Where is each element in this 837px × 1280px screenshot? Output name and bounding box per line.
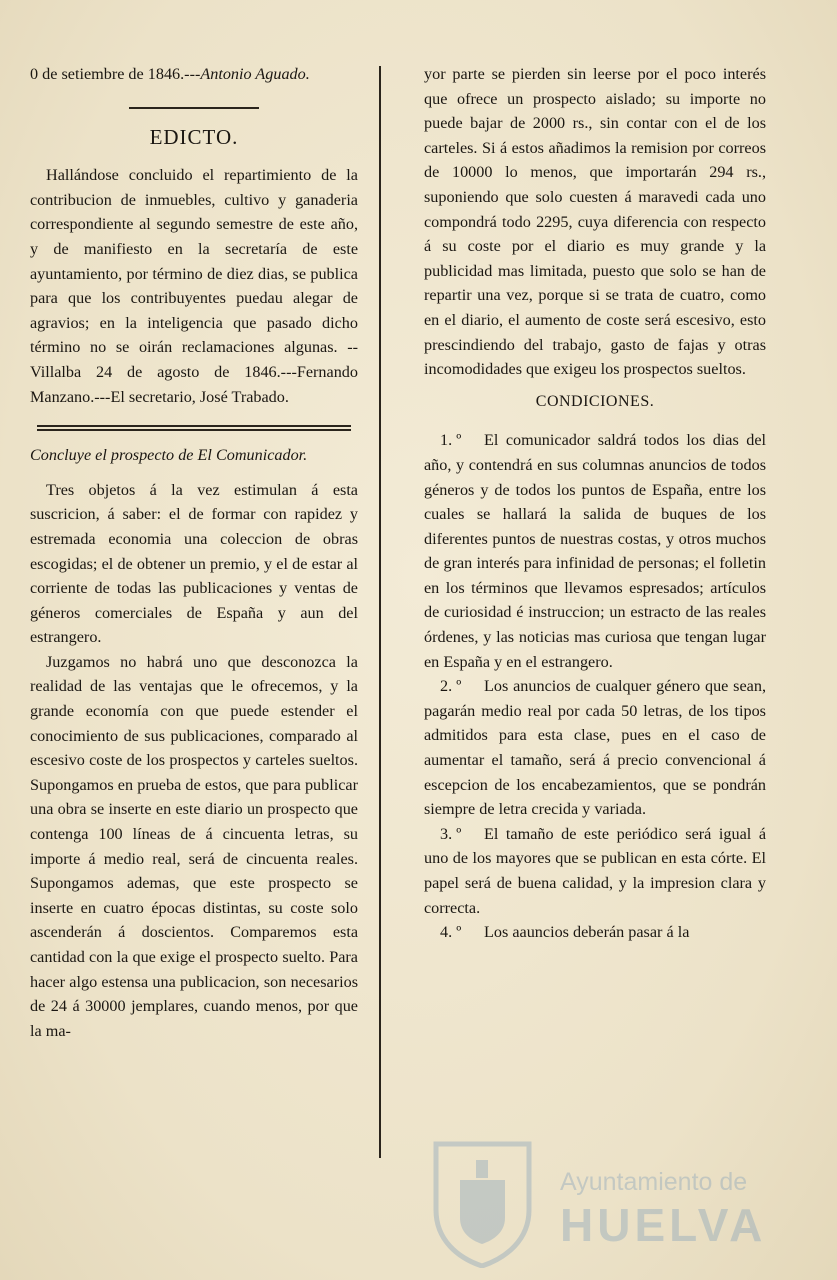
watermark-line-1: Ayuntamiento de bbox=[560, 1168, 748, 1196]
edict-body: Hallándose concluido el repartimiento de la contribucion de inmuebles, cultivo y ganaderia correspondiente al segundo semestre de este año, y de manifiesto en la secretaría de este ayuntamiento, por término de diez dias, se publica para que los contribuyentes puedau alegar de agravios; en la inteligencia que pasado dicho término no se oirán reclamaciones algunas. --Villalba 24 de agosto de 1846.---Fernando Manzano.---El secretario, José Trabado. bbox=[30, 166, 358, 406]
condition-number: 4. º bbox=[440, 923, 462, 942]
dateline bbox=[30, 62, 358, 87]
author-name: Antonio Aguado. bbox=[200, 65, 310, 83]
condition-3 bbox=[424, 822, 766, 920]
library-watermark bbox=[430, 1128, 770, 1268]
condition-number: 1. º bbox=[440, 431, 462, 450]
short-rule bbox=[129, 107, 259, 109]
double-rule bbox=[37, 425, 351, 431]
prospectus-paragraph-2: Juzgamos no habrá uno que desconozca la realidad de las ventajas que le ofrecemos, y la grande economía con que puede estender el conocimiento de sus publicaciones, comparado al escesivo coste de los prospectos y carteles sueltos. Supongamos en prueba de estos, que para publicar una obra se inserte en este diario un prospecto que contenga 100 líneas de á cincuenta letras, su importe á medio real, será de cincuenta reales. Supongamos ademas, que este prospecto se inserte en cuatro épocas distintas, su coste solo ascenderán á doscientos. Comparemos esta cantidad con la que exige el prospecto suelto. Para hacer algo estensa una publicacion, son necesarios de 24 á 30000 jemplares, cuando menos, por que la ma- bbox=[30, 652, 358, 1040]
condition-text: Los anuncios de cualquer género que sean, pagarán medio real por cada 50 letras, de los tipos admitidos para esta clase, pues en el caso de aumentar el tamaño, será á precio convencional á escepcion de los encabezamientos, que se pondrán siempre de letra crecida y variada. bbox=[424, 677, 766, 819]
condition-number: 2. º bbox=[440, 677, 462, 696]
condition-text: El comunicador saldrá todos los dias del año, y contendrá en sus columnas anuncios de todos géneros y de todos los puntos de España, entre los cuales se hallará la salida de buques de los diferentes puntos de nuestras costas, y otros muchos de gran interés para infinidad de personas; el folletin en los términos que llevamos espresados; artículos de curiosidad é instruccion; un estracto de las reales órdenes, y las noticias mas curiosa que tengan lugar en España y en el estrangero. bbox=[424, 431, 766, 671]
section-title: Concluye el prospecto de El Comunicador. bbox=[30, 446, 308, 465]
city-shield-icon bbox=[430, 1140, 535, 1268]
condition-text: Los aauncios deberán pasar á la bbox=[484, 923, 690, 942]
condition-2 bbox=[424, 674, 766, 822]
condition-4 bbox=[424, 920, 766, 945]
watermark-line-2: HUELVA bbox=[560, 1199, 767, 1251]
edict-heading: EDICTO. bbox=[149, 124, 239, 149]
right-column bbox=[424, 62, 766, 945]
dateline-text: 0 de setiembre de 1846.--- bbox=[30, 65, 201, 83]
condition-number: 3. º bbox=[440, 824, 462, 843]
conditions-title: CONDICIONES. bbox=[535, 392, 655, 410]
condition-text: El tamaño de este periódico será igual á uno de los mayores que se publican en esta córte. El papel será de buena calidad, y la impresion clara y correcta. bbox=[424, 824, 766, 917]
condition-1 bbox=[424, 428, 766, 674]
prospectus-continuation: yor parte se pierden sin leerse por el poco interés que ofrece un prospecto aislado; su importe no puede bajar de 2000 rs., sin contar con el de los carteles. Si á estos añadimos la remision por correos de 10000 lo menos, que importarán 294 rs., suponiendo que solo cuesten á maravedi cada uno compondrá todo 2295, cuya diferencia con respecto á su coste por el diario es muy grande y la publicidad mas limitada, puesto que solo se han de repartir una vez, porque si se trata de cuatro, como en el diario, el aumento de coste será escesivo, esto prescindiendo del trabajo, gasto de fajas y otras incomodidades que exigeu los prospectos sueltos. bbox=[424, 65, 766, 379]
prospectus-paragraph-1: Tres objetos á la vez estimulan á esta suscricion, á saber: el de formar con rapidez y estremada economia una coleccion de obras escogidas; el de obtener un premio, y el de estar al corriente de todas las publicaciones y ventas de géneros comerciales de España y aun del estrangero. bbox=[30, 480, 358, 647]
left-column bbox=[30, 62, 358, 1043]
column-divider bbox=[379, 66, 381, 1158]
